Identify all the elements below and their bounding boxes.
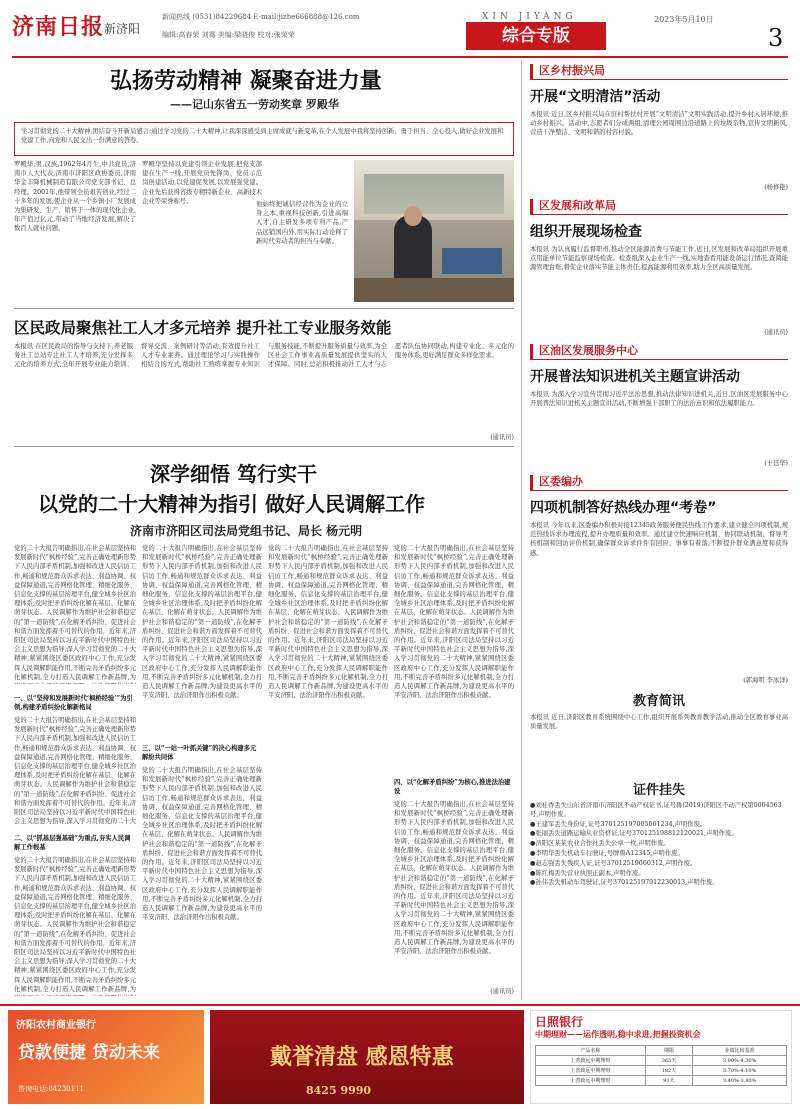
mediation-body-wrap <box>14 544 514 996</box>
photo-landscape-art <box>364 174 504 214</box>
ad-slogan: 贷款便捷 贷动未来 <box>18 1043 160 1063</box>
mediation-body-col2b: 党的二十大报告明确指出,在社会基层坚持和发展新时代“枫桥经验”,完善正确处理新形势下人民内部矛盾机制,加强和改进人民信访工作,畅通和规范群众诉求表达、利益协调、权益保障通道,完善网格化管理、精细化服务、信息化支撑的基层治理平台,健全城乡社区治理体系,及时把矛盾纠纷化解在基层、化解在萌芽状态。人民调解作为维护社会和谐稳定的“第一道防线”,在化解矛盾纠纷、促进社会和谐方面发挥着不可替代的作用。近年来,济阳区司法局坚持以习近平新时代中国特色社会主义思想为指导,深入学习贯彻党的二十大精神,紧紧围绕区委区政府中心工作,充分发挥人民调解职能作用,不断完善矛盾纠纷多元化解机制,全力打造人民调解工作新品牌,为建设更高水平的平安济阳、法治济阳作出积极贡献。 <box>142 767 262 922</box>
mediation-body-col1c: 党的二十大报告明确指出,在社会基层坚持和发展新时代“枫桥经验”,完善正确处理新形势下人民内部矛盾机制,加强和改进人民信访工作,畅通和规范群众诉求表达、利益协调、权益保障通道,完善网格化管理、精细化服务、信息化支撑的基层治理平台,健全城乡社区治理体系,及时把矛盾纠纷化解在基层、化解在萌芽状态。人民调解作为维护社会和谐稳定的“第一道防线”,在化解矛盾纠纷、促进社会和谐方面发挥着不可替代的作用。近年来,济阳区司法局坚持以习近平新时代中国特色社会主义思想为指导,深入学习贯彻党的二十大精神,紧紧围绕区委区政府中心工作,充分发挥人民调解职能作用,不断完善矛盾纠纷多元化解机制,全力打造人民调解工作新品牌,为 <box>14 857 136 993</box>
ad-rizhao-table <box>535 1045 787 1086</box>
table-cell: 365天 <box>645 1056 693 1066</box>
sidebar-body-committee: 本报讯 今年以来,区委编办积极对接12345政务服务便民热线工作要求,建立健全四项机制,规范热线诉求办理流程,提升办理质量和效率。通过建立快速响应机制、协同联动机制、督导考核机制和回访评价机制,确保群众诉求件件有回应、事事有着落,不断提升群众满意度和获得感。 <box>530 522 788 557</box>
lost-item: ●赵志强丢失残疾人证,证号37012519660312,声明作废。 <box>530 859 697 867</box>
newspaper-subtitle: 新济阳 <box>104 22 141 36</box>
table-cell: 3.40%-3.80% <box>693 1076 787 1086</box>
masthead <box>12 6 788 56</box>
ad-realestate-phone: 8425 9990 <box>306 1084 372 1097</box>
mediation-title-line2: 以党的二十大精神为指引 做好人民调解工作 <box>38 492 425 516</box>
table-cell: 3.90%-4.30% <box>693 1056 787 1066</box>
lost-item: ●陈红梅丢失营业执照正副本,声明作废。 <box>530 869 645 877</box>
table-cell: 91天 <box>645 1076 693 1086</box>
lead-title: 弘扬劳动精神 凝聚奋进力量 <box>110 69 382 94</box>
social-work-body: 本报讯 在区民政局的指导与支持下,养老服务社工总站专注社工人才培养,充分发挥多元化的培养方式,全年开展专业能力培训、督导交流、案例研讨等活动,有效提升社工人才专业素养。通过理论学习与实践操作相结合的方式,帮助社工熟练掌握专业知识与服务技能,不断提升服务质量与效率,为全区社会工作事业高质量发展提供坚实的人才保障。同时,总站积极推动社工人才与志愿者队伍协同联动,构建专业化、多元化的服务体系,更好满足群众多样化需求。 <box>14 343 514 369</box>
mediation-subhead-3: 三、以“一站一叶抓关键”的决心构建多元解纷共同体 <box>142 745 257 761</box>
sidebar-title-committee: 四项机制答好热线办理“考卷” <box>530 500 717 516</box>
social-work-author: (通讯员) <box>490 434 514 441</box>
ad-bank-name: 济阳农村商业银行 <box>16 1020 96 1031</box>
ad-rural-bank <box>8 1010 204 1104</box>
ad-realestate-title: 戴誉清盘 感恩特惠 <box>270 1044 454 1070</box>
ad-real-estate <box>210 1010 524 1104</box>
sidebar-body-oilfield: 本报讯 为深入学习宣传贯彻习近平法治思想,推动法律知识进机关,近日,区油区发展服务中心开展普法知识进机关主题宣讲活动,不断增强干部职工的法治意识和依法履职能力。 <box>530 391 788 408</box>
table-header: 期限 <box>645 1046 693 1056</box>
table-header: 业绩比较基准 <box>693 1046 787 1056</box>
mediation-body-col4: 党的二十大报告明确指出,在社会基层坚持和发展新时代“枫桥经验”,完善正确处理新形势下人民内部矛盾机制,加强和改进人民信访工作,畅通和规范群众诉求表达、利益协调、权益保障通道,完善网格化管理、精细化服务、信息化支撑的基层治理平台,健全城乡社区治理体系,及时把矛盾纠纷化解在基层、化解在萌芽状态。人民调解作为维护社会和谐稳定的“第一道防线”,在化解矛盾纠纷、促进社会和谐方面发挥着不可替代的作用。近年来,济阳区司法局坚持以习近平新时代中国特色社会主义思想为指导,深入学习贯彻党的二十大精神,紧紧围绕区委区政府中心工作,充分发挥人民调解职能作用,不断完善矛盾纠纷多元化解机制,全力打造人民调解工作新品牌,为建设更高水平的平安济阳、法治济阳作出积极贡献。 <box>394 545 514 700</box>
section-rule <box>14 446 514 447</box>
photo-desk <box>354 278 514 302</box>
sidebar-tag-committee: 区委编办 <box>530 475 788 491</box>
sidebar-body-reform: 本报讯 为认真履行监督职责,推动全区能源消费与节能工作,近日,区发展和改革局组织开展重点用能单位节能监察现场检查。检查组深入企业生产一线,实地查看用能设备运行情况,查阅能源管理台账,督促企业落实节能主体责任,提高能源利用效率,助力全区高质量发展。 <box>530 246 788 272</box>
table-cell: 上善致远中期理财 <box>536 1066 646 1076</box>
lost-item: ●李明华丢失机动车行驶证,号牌鲁A12345,声明作废。 <box>530 849 684 857</box>
mediation-body-col1: 党的二十大报告明确指出,在社会基层坚持和发展新时代“枫桥经验”,完善正确处理新形势下人民内部矛盾机制,加强和改进人民信访工作,畅通和规范群众诉求表达、利益协调、权益保障通道,完善网格化管理、精细化服务、信息化支撑的基层治理平台,健全城乡社区治理体系,及时把矛盾纠纷化解在基层、化解在萌芽状态。人民调解作为维护社会和谐稳定的“第一道防线”,在化解矛盾纠纷、促进社会和谐方面发挥着不可替代的作用。近年来,济阳区司法局坚持以习近平新时代中国特色社会主义思想为指导,深入学习贯彻党的二十大精神,紧紧围绕区委区政府中心工作,充分发挥人民调解职能作用,不断完善矛盾纠纷多元化解机制,全力打造人民调解工作新品牌,为 <box>14 545 136 681</box>
footer-rule <box>0 1004 800 1006</box>
mediation-subhead-4: 四、以“化解矛盾纠纷”为核心,推进法治建设 <box>394 779 511 795</box>
ad-phone: 咨询电话:84230111 <box>18 1085 84 1093</box>
sidebar-tag-rural: 区乡村振兴局 <box>530 64 788 80</box>
lead-body-col3: 他始终把诚信经营作为企业的立身之本,重视科技创新,引进高端人才,自主研发多项专利产品,产品远销国内外,用实际行动诠释了新时代劳动者的担当与奉献。 <box>256 201 348 245</box>
lost-item: ●张丽丢失道路运输从业资格证,证号370125198812120021,声明作废。 <box>530 830 738 838</box>
lost-item: ●王建军丢失身份证,证号370125197005061234,声明作废。 <box>530 820 707 828</box>
issue-date: 2023年5月10日 <box>654 15 714 24</box>
table-cell: 182天 <box>645 1066 693 1076</box>
ad-rizhao-bank <box>530 1010 792 1104</box>
social-work-title: 区民政局聚焦社工人才多元培养 提升社工专业服务效能 <box>14 319 392 337</box>
pinyin-header: XIN JIYANG <box>482 12 577 22</box>
mediation-author: (通讯员) <box>490 988 514 995</box>
lead-body-col1: 罗殿华,男,汉族,1962年4月生,中共党员,济南市人大代表,济南市济阳区政协委员,济南华金丰降机械制造有限公司党支部书记、总经理。2001年,他带领全员艰苦创业,经过二十多年的发展,使企业从一个乡镇小厂发展成为集研发、生产、销售于一体的现代化企业,年产值过亿元,带动了当地经济发展,解决了数百人就业问题。 <box>14 161 136 233</box>
mediation-body-col1b: 党的二十大报告明确指出,在社会基层坚持和发展新时代“枫桥经验”,完善正确处理新形势下人民内部矛盾机制,加强和改进人民信访工作,畅通和规范群众诉求表达、利益协调、权益保障通道,完善网格化管理、精细化服务、信息化支撑的基层治理平台,健全城乡社区治理体系,及时把矛盾纠纷化解在基层、化解在萌芽状态。人民调解作为维护社会和谐稳定的“第一道防线”,在化解矛盾纠纷、促进社会和谐方面发挥着不可替代的作用。近年来,济阳区司法局坚持以习近平新时代中国特色社会主义思想为指导,深入学习贯彻党的二十大 <box>14 717 136 826</box>
sidebar-tag-oilfield: 区油区发展服务中心 <box>530 344 788 360</box>
mediation-body-col4b: 党的二十大报告明确指出,在社会基层坚持和发展新时代“枫桥经验”,完善正确处理新形势下人民内部矛盾机制,加强和改进人民信访工作,畅通和规范群众诉求表达、利益协调、权益保障通道,完善网格化管理、精细化服务、信息化支撑的基层治理平台,健全城乡社区治理体系,及时把矛盾纠纷化解在基层、化解在萌芽状态。人民调解作为维护社会和谐稳定的“第一道防线”,在化解矛盾纠纷、促进社会和谐方面发挥着不可替代的作用。近年来,济阳区司法局坚持以习近平新时代中国特色社会主义思想为指导,深入学习贯彻党的二十大精神,紧紧围绕区委区政府中心工作,充分发挥人民调解职能作用,不断完善矛盾纠纷多元化解机制,全力打造人民调解工作新品牌,为建设更高水平的平安济阳、法治济阳作出积极贡献。 <box>394 801 514 956</box>
sidebar <box>530 64 788 1072</box>
sidebar-author-oilfield: (王廷华) <box>764 460 788 467</box>
lead-photo <box>354 160 514 302</box>
notice-title: 教育简讯 <box>632 694 685 709</box>
mediation-subhead-2: 二、以“抓基层强基础”为重点,夯实人民调解工作根基 <box>14 835 131 851</box>
photo-truck-model <box>442 248 502 274</box>
table-cell: 上善致远中期理财 <box>536 1056 646 1066</box>
sidebar-title-oilfield: 开展普法知识进机关主题宣讲活动 <box>530 369 740 385</box>
ad-rizhao-name: 日照银行 <box>535 1015 584 1029</box>
news-hotline: 新闻热线 (0531)84229684 E-mail:jizhe666888@126.com <box>162 13 360 21</box>
sidebar-tag-reform: 区发展和改革局 <box>530 199 788 215</box>
table-cell: 上善致远中期理财 <box>536 1076 646 1086</box>
sidebar-author-rural: (杨修艳) <box>764 184 788 191</box>
header-rule <box>12 56 788 58</box>
table-header: 产品名称 <box>536 1046 646 1056</box>
table-cell: 3.70%-4.10% <box>693 1066 787 1076</box>
lost-item: ●孙伟丢失机动车驾驶证,证号370125197912230013,声明作废。 <box>530 879 719 887</box>
page-number: 3 <box>768 24 784 52</box>
mediation-subhead-1: 一、以“坚持和发展新时代‘枫桥经验’”为引领,构建矛盾纠纷化解新格局 <box>14 695 133 711</box>
mediation-body-col3: 党的二十大报告明确指出,在社会基层坚持和发展新时代“枫桥经验”,完善正确处理新形势下人民内部矛盾机制,加强和改进人民信访工作,畅通和规范群众诉求表达、利益协调、权益保障通道,完善网格化管理、精细化服务、信息化支撑的基层治理平台,健全城乡社区治理体系,及时把矛盾纠纷化解在基层、化解在萌芽状态。人民调解作为维护社会和谐稳定的“第一道防线”,在化解矛盾纠纷、促进社会和谐方面发挥着不可替代的作用。近年来,济阳区司法局坚持以习近平新时代中国特色社会主义思想为指导,深入学习贯彻党的二十大精神,紧紧围绕区委区政府中心工作,充分发挥人民调解职能作用,不断完善矛盾纠纷多元化解机制,全力打造人民调解工作新品牌,为建设更高水平的平安济阳、法治济阳作出积极贡献。 <box>268 545 388 700</box>
section-tag: 综合专版 <box>466 22 606 50</box>
mediation-title-line1: 深学细悟 笃行实干 <box>150 462 317 486</box>
notice-body: 本报讯 近日,济阳区教育系统围绕中心工作,组织开展系列教育教学活动,推动全区教育事业高质量发展。 <box>530 714 788 731</box>
lost-item: ●济阳区某某农业合作社丢失公章一枚,声明作废。 <box>530 840 670 848</box>
sidebar-author-reform: (通讯员) <box>764 329 788 336</box>
lead-quote-box: 学习贯彻党的二十大精神,团结奋斗开新局感言:通过学习党的二十大精神,让我深深感受到主席成就与新变革,在个人发展中我将坚持创新、勇于担当、全心投入,做好企业发展和党建工作,向党和人民交出一份满意的答卷。 <box>14 122 514 156</box>
sidebar-author-committee: (郭海明 李冰洋) <box>743 677 788 684</box>
editor-credits: 编辑:高春荣 刘骞 美编:梁晓俊 校对:张荣荣 <box>162 31 295 39</box>
lost-documents-title: 证件挂失 <box>632 783 685 798</box>
mediation-byline: 济南市济阳区司法局党组书记、局长 杨元明 <box>130 524 363 538</box>
mediation-body-col2: 党的二十大报告明确指出,在社会基层坚持和发展新时代“枫桥经验”,完善正确处理新形势下人民内部矛盾机制,加强和改进人民信访工作,畅通和规范群众诉求表达、利益协调、权益保障通道,完善网格化管理、精细化服务、信息化支撑的基层治理平台,健全城乡社区治理体系,及时把矛盾纠纷化解在基层、化解在萌芽状态。人民调解作为维护社会和谐稳定的“第一道防线”,在化解矛盾纠纷、促进社会和谐方面发挥着不可替代的作用。近年来,济阳区司法局坚持以习近平新时代中国特色社会主义思想为指导,深入学习贯彻党的二十大精神,紧紧围绕区委区政府中心工作,充分发挥人民调解职能作用,不断完善矛盾纠纷多元化解机制,全力打造人民调解工作新品牌,为建设更高水平的平安济阳、法治济阳作出积极贡献。 <box>142 545 262 700</box>
sidebar-title-rural: 开展“文明清洁”活动 <box>530 89 661 105</box>
section-rule <box>14 308 514 309</box>
photo-person-head <box>404 206 422 226</box>
ad-rizhao-slogan: 中期理财——运作透明,稳中求进,把握投资机会 <box>535 1029 701 1039</box>
lead-subtitle: ——记山东省五一劳动奖章 罗殿华 <box>170 98 339 111</box>
newspaper-logo: 济南日报 <box>12 14 105 40</box>
sidebar-title-reform: 组织开展现场检查 <box>530 224 642 240</box>
column-divider <box>521 60 522 1000</box>
sidebar-body-rural: 本报讯 近日,区乡村振兴局在驻村帮扶村开展“文明清洁”文明实践活动,提升乡村人居环境,推动乡村振兴。活动中,志愿者们分成两组,清理公园周围边沿道路上的垃圾杂物,宣传文明新风,营造干净整洁、文明和谐的村容村貌。 <box>530 111 788 137</box>
lead-body-col2: 罗殿华坚持以党建引领企业发展,把党支部建在生产一线,开展党员先锋岗、党员示范岗创建活动,以党建促发展,以发展强党建。企业先后获得省级专精特新企业、高新技术企业等荣誉称号。 <box>142 161 262 205</box>
lost-item: ●刘桂香丢失山东省济南市济阳区不动产权证书,证号鲁(2019)济阳区不动产权第0004563号,声明作废。 <box>530 802 782 818</box>
